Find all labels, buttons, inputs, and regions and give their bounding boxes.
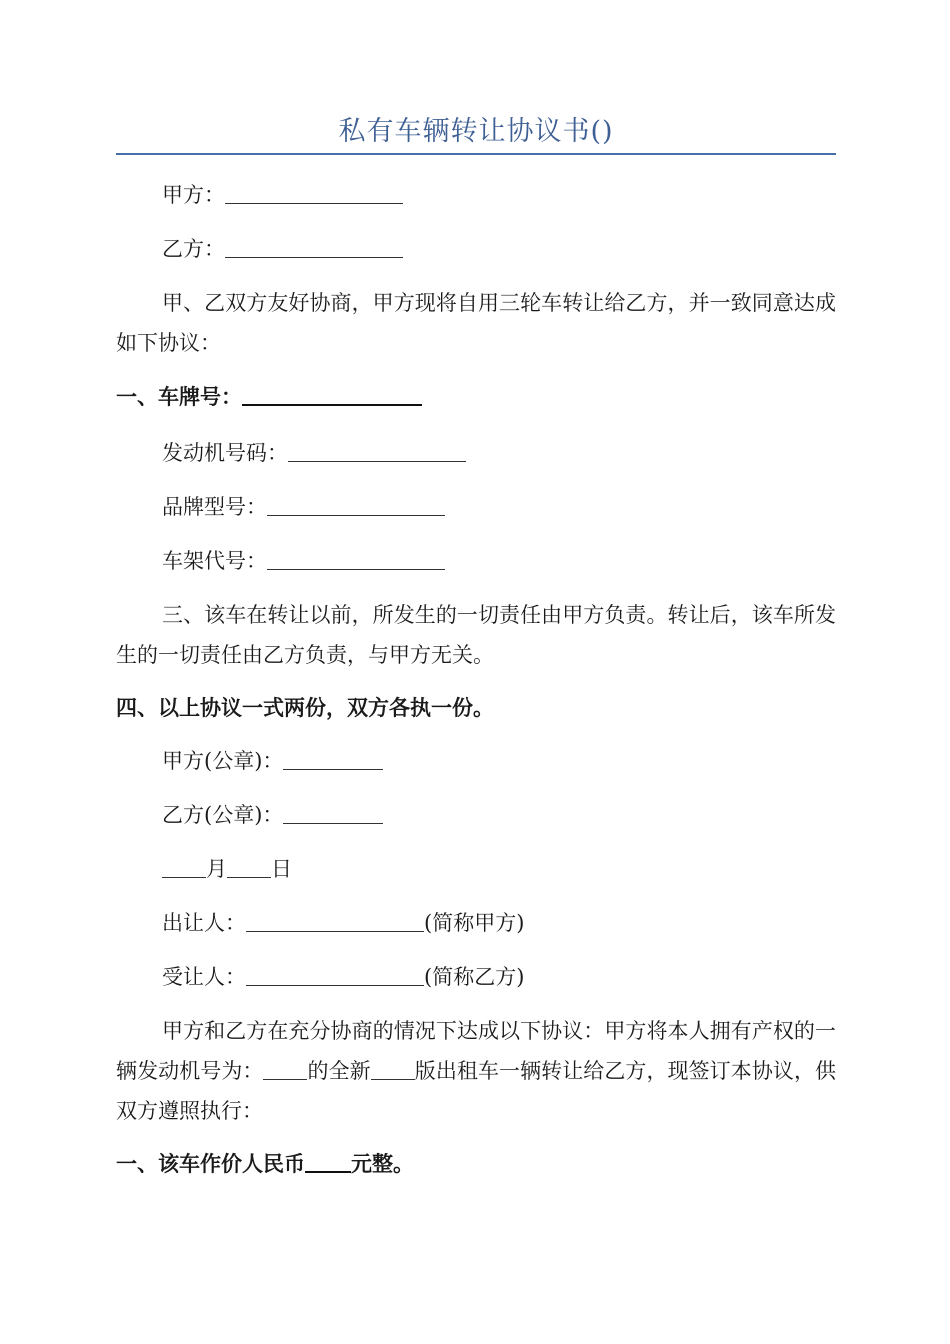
party-b-seal-label: 乙方(公章)： <box>162 803 284 827</box>
party-b-line <box>116 236 882 263</box>
day-blank[interactable] <box>227 857 271 878</box>
agreement-text-1: 甲方和乙方在充分协商的情况下达成以下协议：甲方将本人拥有产权的一辆发动机号为： <box>116 1019 836 1083</box>
agreement-text-3: 版出租车一辆转让给乙方，现签订本协议，供双方遵照执行： <box>116 1059 837 1123</box>
party-a-seal-line <box>116 748 882 775</box>
intro-paragraph: 甲、乙双方友好协商，甲方现将自用三轮车转让给乙方，并一致同意达成如下协议： <box>116 291 836 355</box>
engine-number-label: 发动机号码： <box>162 441 288 465</box>
party-a-line <box>116 182 882 209</box>
price-line <box>116 1150 836 1177</box>
section1-plate-line <box>116 383 836 410</box>
frame-number-blank[interactable] <box>267 549 445 570</box>
engine-number-blank[interactable] <box>288 441 466 462</box>
party-a-label: 甲方： <box>162 183 225 207</box>
price-label: 一、该车作价人民币 <box>116 1151 305 1176</box>
transferor-line <box>116 910 882 937</box>
party-b-label: 乙方： <box>162 237 225 261</box>
month-label: 月 <box>206 857 227 881</box>
document-title: 私有车辆转让协议书() <box>338 116 614 147</box>
transferee-blank[interactable] <box>246 965 424 986</box>
section3-paragraph: 三、该车在转让以前，所发生的一切责任由甲方负责。转让后，该车所发生的一切责任由乙方负责，与甲方无关。 <box>116 603 836 667</box>
party-b-seal-blank[interactable] <box>283 803 383 824</box>
party-a-seal-blank[interactable] <box>283 749 383 770</box>
party-a-blank[interactable] <box>225 183 403 204</box>
transferor-blank[interactable] <box>246 911 424 932</box>
transferee-line <box>116 964 882 991</box>
plate-number-label: 一、车牌号： <box>116 384 242 409</box>
title-underline <box>116 153 836 155</box>
version-blank[interactable] <box>371 1059 415 1080</box>
month-blank[interactable] <box>162 857 206 878</box>
engine-no-blank[interactable] <box>263 1059 307 1080</box>
agreement-text-2: 的全新 <box>307 1059 371 1083</box>
brand-model-blank[interactable] <box>267 495 445 516</box>
transferor-label: 出让人： <box>162 911 246 935</box>
frame-number-label: 车架代号： <box>162 549 267 573</box>
party-b-seal-line <box>116 802 882 829</box>
transferee-suffix: (简称乙方) <box>424 965 525 989</box>
transferor-suffix: (简称甲方) <box>424 911 525 935</box>
price-blank[interactable] <box>305 1151 351 1173</box>
date-line <box>116 856 882 883</box>
brand-model-line <box>116 494 882 521</box>
transferee-label: 受让人： <box>162 965 246 989</box>
plate-number-blank[interactable] <box>242 384 422 406</box>
engine-number-line <box>116 440 882 467</box>
frame-number-line <box>116 548 882 575</box>
party-b-blank[interactable] <box>225 237 403 258</box>
party-a-seal-label: 甲方(公章)： <box>162 749 284 773</box>
day-label: 日 <box>271 857 292 881</box>
price-suffix: 元整。 <box>351 1151 414 1176</box>
brand-model-label: 品牌型号： <box>162 495 267 519</box>
section4-line: 四、以上协议一式两份，双方各执一份。 <box>116 695 494 720</box>
agreement-paragraph <box>116 1011 836 1131</box>
